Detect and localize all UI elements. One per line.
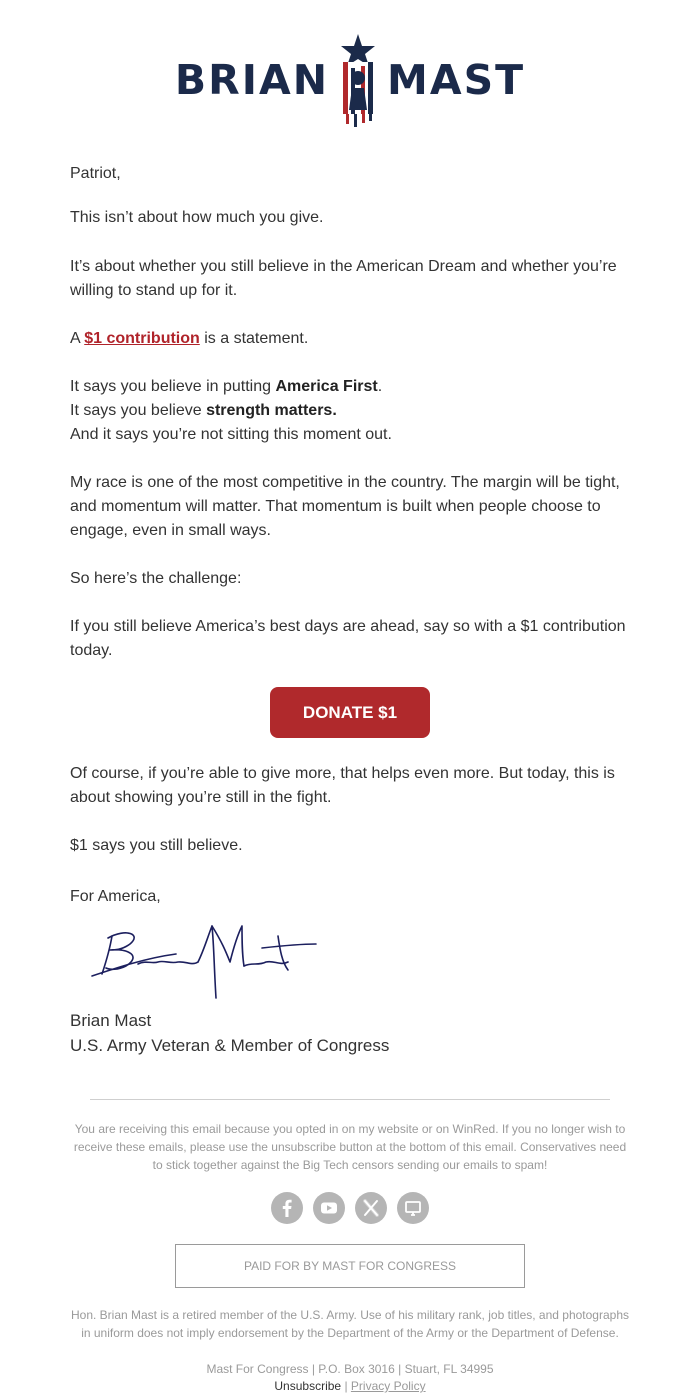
donate-button[interactable]: DONATE $1	[270, 687, 430, 738]
link-separator: |	[344, 1379, 348, 1393]
p3-before: A	[70, 330, 85, 347]
social-links	[0, 1192, 700, 1224]
logo-first-name: BRIAN	[174, 55, 330, 104]
p3-after: is a statement.	[199, 330, 309, 347]
privacy-policy-link[interactable]: Privacy Policy	[350, 1379, 426, 1393]
military-disclaimer: Hon. Brian Mast is a retired member of the U.S. Army. Use of his military rank, job titles, and photographs in uniform does not imply endorsement by the Department of the Army or the Department of Defense.	[70, 1308, 629, 1340]
p4-line3: And it says you’re not sitting this moment out.	[70, 426, 392, 443]
brand-logo	[0, 30, 700, 130]
footer-divider	[90, 1099, 610, 1100]
paragraph-3	[70, 327, 630, 351]
signature-image	[86, 906, 322, 1006]
paragraph-1: This isn’t about how much you give.	[70, 209, 324, 226]
paragraph-9: $1 says you still believe.	[70, 837, 243, 854]
strength-matters-emphasis: strength matters.	[206, 402, 337, 419]
youtube-icon[interactable]	[313, 1192, 345, 1224]
mailing-address: Mast For Congress | P.O. Box 3016 | Stuart, FL 34995	[206, 1362, 494, 1376]
footer-links	[0, 1378, 700, 1394]
p4-line2-before: It says you believe	[70, 402, 207, 419]
paragraph-8: Of course, if you’re able to give more, that helps even more. But today, this is about showing you’re still in the fight.	[70, 765, 615, 806]
paragraph-2: It’s about whether you still believe in the American Dream and whether you’re willing to stand up for it.	[70, 258, 617, 299]
greeting: Patriot,	[70, 165, 121, 182]
closing: For America,	[70, 888, 161, 905]
p4-line1-before: It says you believe in putting	[70, 378, 276, 395]
star-soldier-emblem-icon	[335, 32, 381, 128]
paragraph-7: If you still believe America’s best days are ahead, say so with a $1 contribution today.	[70, 618, 626, 659]
paragraph-6: So here’s the challenge:	[70, 570, 242, 587]
paragraph-4	[70, 375, 630, 447]
optin-notice: You are receiving this email because you opted in on my website or on WinRed. If you no longer wish to receive these emails, please use the unsubscribe button at the bottom of this email. Conservatives need to stick together against the Big Tech censors sending our emails to spam!	[73, 1122, 627, 1172]
contribution-link[interactable]: $1 contribution	[84, 330, 200, 347]
x-icon[interactable]	[355, 1192, 387, 1224]
america-first-emphasis: America First	[275, 378, 378, 395]
facebook-icon[interactable]	[271, 1192, 303, 1224]
p4-line1-after: .	[377, 378, 383, 395]
paid-for-disclaimer: PAID FOR BY MAST FOR CONGRESS	[175, 1244, 525, 1288]
website-icon[interactable]	[397, 1192, 429, 1224]
logo-last-name: MAST	[387, 55, 526, 104]
signer-title: U.S. Army Veteran & Member of Congress	[70, 1036, 390, 1055]
unsubscribe-link[interactable]: Unsubscribe	[274, 1379, 342, 1393]
paragraph-5: My race is one of the most competitive in the country. The margin will be tight, and momentum will matter. That momentum is built when people choose to engage, even in small ways.	[70, 474, 620, 539]
signer-name: Brian Mast	[70, 1011, 152, 1030]
